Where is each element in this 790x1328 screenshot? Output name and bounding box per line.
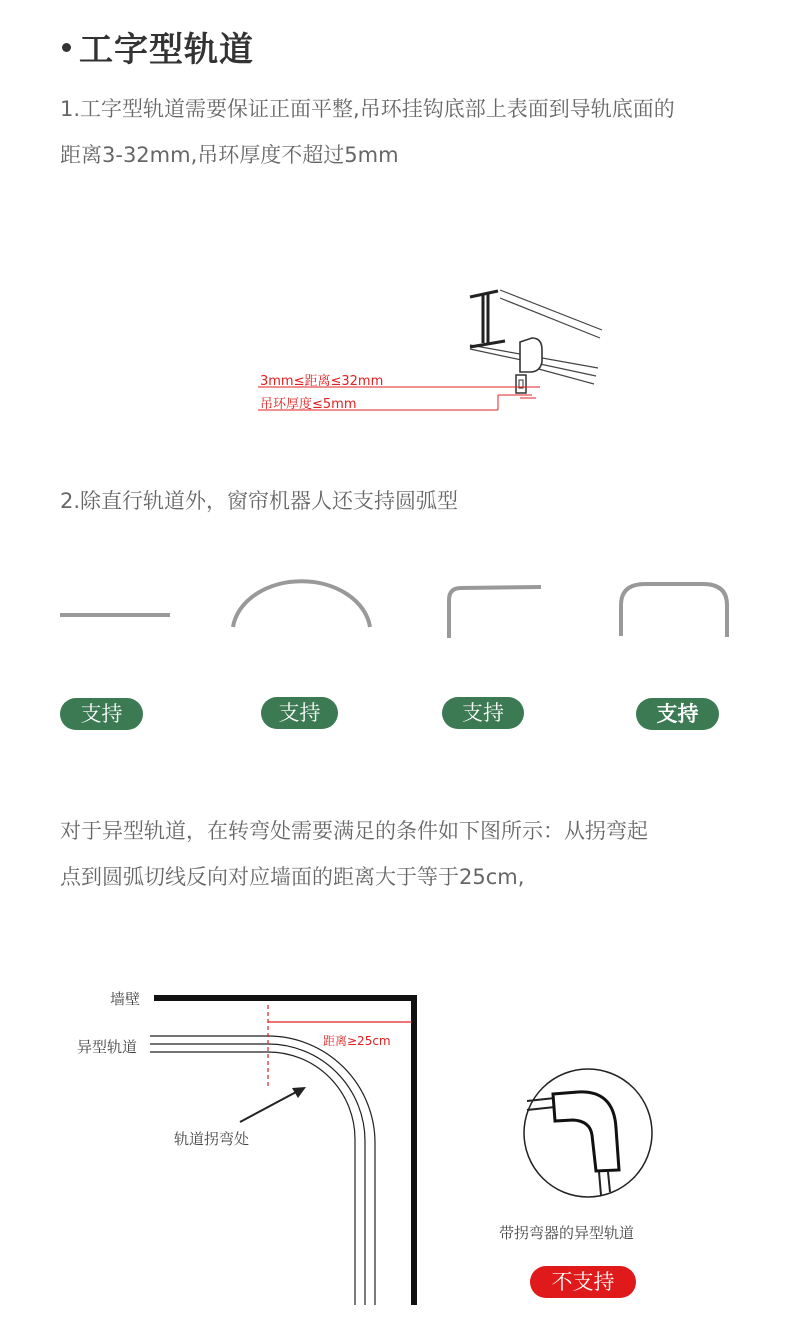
paragraph-1 (60, 86, 675, 178)
arc-track-icon (233, 581, 370, 627)
paragraph-3-line-1: 对于异型轨道，在转弯处需要满足的条件如下图所示：从拐弯起 (60, 819, 648, 843)
paragraph-3 (60, 808, 648, 900)
support-badge-straight: 支持 (60, 698, 143, 730)
min-distance-label: 距离≥25cm (323, 1034, 391, 1048)
connector-track-caption: 带拐弯器的异型轨道 (499, 1224, 635, 1242)
support-badge-arc: 支持 (261, 697, 338, 729)
bullet-dot (62, 43, 71, 52)
paragraph-1-line-2: 距离3-32mm,吊环厚度不超过5mm (60, 143, 399, 167)
distance-range-label: 3mm≤距离≤32mm (260, 374, 384, 389)
corner-connector-icon (553, 1092, 619, 1171)
track-label: 异型轨道 (77, 1038, 138, 1056)
ring-thickness-label: 吊环厚度≤5mm (260, 397, 357, 412)
section-title-text: 工字型轨道 (79, 30, 254, 70)
corner-connector-zoom (524, 1069, 652, 1197)
section-title (62, 22, 254, 71)
support-badge-corner: 支持 (442, 697, 524, 729)
paragraph-2: 2.除直行轨道外，窗帘机器人还支持圆弧型 (60, 489, 459, 513)
paragraph-3-line-2: 点到圆弧切线反向对应墙面的距离大于等于25cm, (60, 865, 525, 889)
unsupported-badge: 不支持 (530, 1266, 636, 1298)
support-badge-u: 支持 (636, 698, 719, 730)
corner-track-icon (449, 587, 541, 638)
paragraph-1-line-1: 1.工字型轨道需要保证正面平整,吊环挂钩底部上表面到导轨底面的 (60, 97, 675, 121)
wall-label: 墙壁 (110, 990, 141, 1008)
bend-label: 轨道拐弯处 (174, 1130, 250, 1148)
u-track-icon (621, 584, 727, 637)
